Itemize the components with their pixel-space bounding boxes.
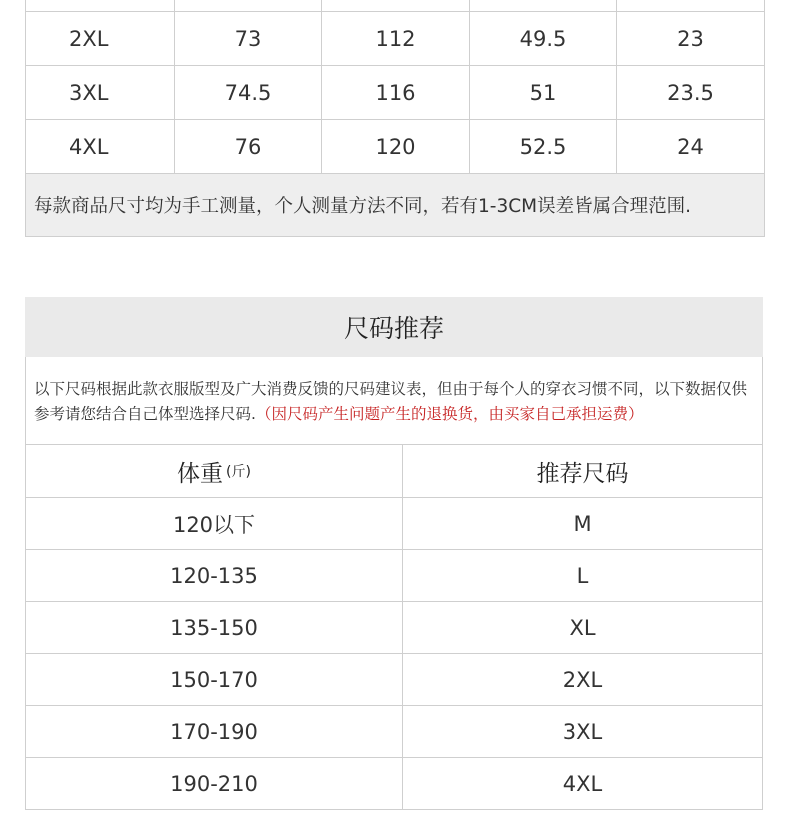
size-cell: M	[573, 511, 592, 536]
table-cell: 116	[321, 66, 469, 119]
weight-cell: 120-135	[26, 550, 403, 601]
table-cell: 73	[174, 12, 321, 65]
table-row	[26, 550, 762, 602]
measurement-note: 每款商品尺寸均为手工测量，个人测量方法不同，若有1-3CM误差皆属合理范围.	[26, 174, 764, 237]
size-cell: 4XL	[562, 771, 603, 796]
size-cell: XL	[569, 615, 596, 640]
table-row	[26, 706, 762, 758]
weight-cell: 135-150	[26, 602, 403, 653]
weight-cell: 150-170	[26, 654, 403, 705]
table-row-partial	[26, 0, 764, 12]
weight-unit: (斤)	[226, 464, 251, 480]
table-cell: 74.5	[174, 66, 321, 119]
table-row	[26, 66, 764, 120]
table-row	[26, 120, 764, 174]
table-row	[26, 602, 762, 654]
table-cell: 49.5	[469, 12, 616, 65]
table-cell: 76	[174, 120, 321, 173]
size-recommendation-section	[25, 297, 763, 810]
weight-cell: 120以下	[26, 498, 403, 549]
weight-header-label: 体重	[177, 460, 224, 487]
table-cell: 23.5	[616, 66, 764, 119]
table-cell: 112	[321, 12, 469, 65]
size-cell: 2XL	[69, 26, 109, 51]
table-row	[26, 498, 762, 550]
size-cell: 3XL	[69, 80, 109, 105]
table-row	[26, 12, 764, 66]
table-row	[26, 654, 762, 706]
table-cell: 51	[469, 66, 616, 119]
return-policy-note: （因尺码产生问题产生的退换货，由买家自己承担运费）	[255, 405, 644, 423]
table-cell: 23	[616, 12, 764, 65]
table-cell: 24	[616, 120, 764, 173]
description-text: 以下尺码根据此款衣服版型及广大消费反馈的尺码建议表，但由于每个人的穿衣习惯不同，以下数据仅供参考请您结合自己体型选择尺码.	[34, 380, 748, 423]
size-cell: 2XL	[562, 667, 603, 692]
size-table	[25, 0, 765, 237]
recommendation-description	[25, 357, 763, 444]
size-cell: L	[576, 563, 589, 588]
weight-header	[26, 445, 403, 497]
table-header-row	[26, 445, 762, 498]
size-cell: 3XL	[562, 719, 603, 744]
recommendation-table	[25, 444, 763, 810]
section-title: 尺码推荐	[25, 297, 763, 357]
table-cell: 120	[321, 120, 469, 173]
size-cell: 4XL	[69, 134, 109, 159]
weight-cell: 170-190	[26, 706, 403, 757]
size-header: 推荐尺码	[536, 460, 629, 487]
table-cell: 52.5	[469, 120, 616, 173]
table-row	[26, 758, 762, 810]
weight-cell: 190-210	[26, 758, 403, 809]
